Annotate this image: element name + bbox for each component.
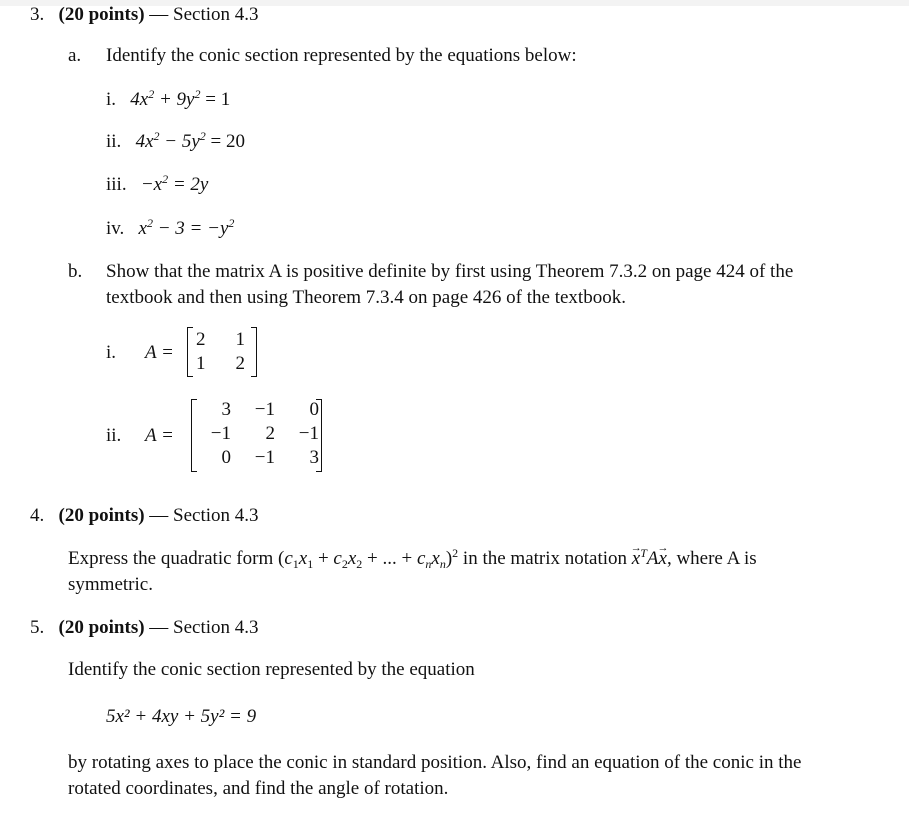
eq-exp: 2: [148, 87, 155, 101]
matrix-cell: −1: [254, 447, 275, 468]
problem-number: 4.: [30, 505, 45, 526]
matrix-cell: 2: [235, 353, 245, 374]
eq-exp: 2: [194, 87, 201, 101]
eq-term: = 20: [205, 131, 245, 152]
part-3b-line2: textbook and then using Theorem 7.3.4 on page 426 of the textbook.: [106, 287, 626, 308]
item-label: iv.: [106, 218, 125, 239]
part-label: a.: [68, 45, 82, 66]
problem-number: 5.: [30, 617, 45, 638]
problem-section: — Section 4.3: [149, 617, 259, 638]
matrix-cell: 3: [309, 447, 319, 468]
part-3a-text: Identify the conic section represented by the equations below:: [106, 45, 577, 66]
matrix-3b-i-label: i.: [106, 342, 117, 363]
matrix-cell: 2: [265, 423, 275, 444]
quadratic-form: ($c_1x_1 + c_2x_2$ + ... + $c_nx_n)^2$: [277, 546, 459, 571]
item-label: ii.: [106, 131, 122, 152]
eq-term: − 5y: [159, 131, 200, 152]
matrix-cell: 2: [196, 329, 206, 350]
problem-5-header: [30, 617, 259, 639]
problem-points: (20 points): [58, 4, 145, 25]
eq-exp: 2: [162, 172, 169, 186]
matrix-cell: 1: [235, 329, 245, 350]
item-label: iii.: [106, 174, 127, 195]
text: Express the quadratic form: [68, 548, 278, 569]
eq-exp: 2: [153, 129, 160, 143]
eq-term: − 3 = −y: [152, 218, 229, 239]
matrix-cell: −1: [210, 423, 231, 444]
item-label: i.: [106, 89, 117, 110]
problem-5-equation: 5x² + 4xy + 5y² = 9: [106, 706, 257, 727]
matrix-3b-ii-lhs: A =: [145, 425, 174, 446]
problem-points: (20 points): [58, 617, 145, 638]
eq-3a-iii: [106, 174, 208, 196]
eq-term: + 9y: [154, 89, 195, 110]
problem-4-line1: [68, 548, 757, 570]
eq-exp: 2: [199, 129, 206, 143]
eq-term: x: [138, 218, 147, 239]
text: in the matrix notation: [458, 548, 632, 569]
matrix-3b-ii: [191, 399, 322, 472]
matrix-3b-i-lhs: A =: [145, 342, 174, 363]
eq-exp: 2: [228, 216, 235, 230]
text: , where A is: [666, 548, 757, 569]
eq-exp: 2: [146, 216, 153, 230]
problem-5-line2: rotated coordinates, and find the angle of rotation.: [68, 778, 449, 799]
eq-term: 4x: [130, 89, 149, 110]
problem-5-text: Identify the conic section represented by the equation: [68, 659, 475, 680]
matrix-cell: 0: [221, 447, 231, 468]
matrix-3b-ii-label: ii.: [106, 425, 122, 446]
eq-3a-i: [106, 89, 230, 111]
eq-3a-ii: [106, 131, 245, 153]
eq-term: −x: [140, 174, 163, 195]
problem-section: — Section 4.3: [149, 505, 259, 526]
matrix-cell: 1: [196, 353, 206, 374]
matrix-cell: 3: [221, 399, 231, 420]
part-3b-label: b.: [68, 261, 83, 282]
part-3b-line1: Show that the matrix A is positive definite by first using Theorem 7.3.2 on page 424 of the: [106, 261, 794, 282]
problem-5-line1: by rotating axes to place the conic in standard position. Also, find an equation of the conic in the: [68, 752, 802, 773]
matrix-cell: −1: [298, 423, 319, 444]
problem-4-line2: symmetric.: [68, 574, 153, 595]
matrix-notation: x →$^T$Ax →: [632, 548, 667, 569]
matrix-cell: 0: [309, 399, 319, 420]
problem-points: (20 points): [58, 505, 145, 526]
problem-3-header: [30, 4, 259, 26]
problem-number: 3.: [30, 4, 45, 25]
problem-section: — Section 4.3: [149, 4, 259, 25]
eq-3a-iv: [106, 218, 234, 240]
eq-term: = 1: [200, 89, 231, 110]
eq-term: 4x: [135, 131, 154, 152]
problem-4-header: [30, 505, 259, 527]
matrix-cell: −1: [254, 399, 275, 420]
matrix-3b-i: [187, 327, 257, 377]
part-3a: [68, 45, 81, 67]
eq-term: = 2y: [168, 174, 209, 195]
